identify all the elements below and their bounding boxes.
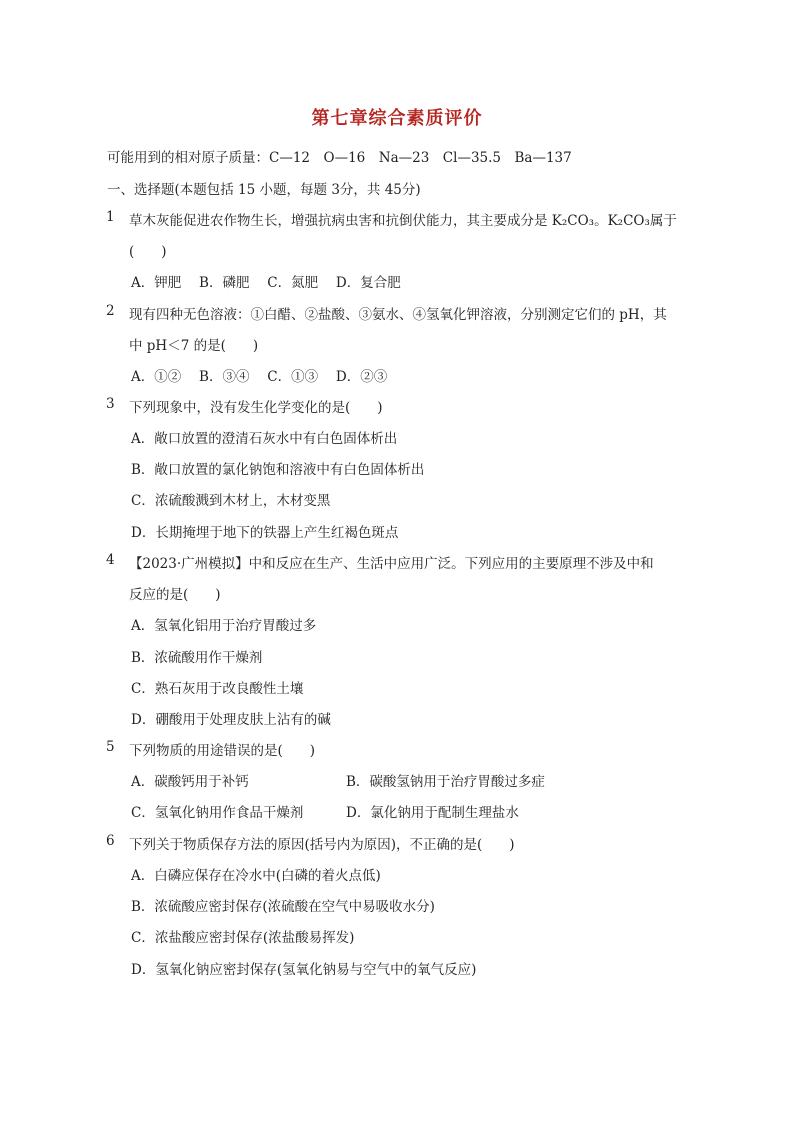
option-line: A．钾肥 B．磷肥 C．氮肥 D．复合肥 xyxy=(131,275,401,291)
atomic-mass-line: 可能用到的相对原子质量：C—12 O—16 Na—23 Cl—35.5 Ba—137 xyxy=(107,150,572,166)
option-a: A．碳酸钙用于补钙 xyxy=(131,774,249,790)
option-b: B．浓硫酸用作干燥剂 xyxy=(131,650,263,666)
option-b: B．敞口放置的氯化钠饱和溶液中有白色固体析出 xyxy=(131,462,425,478)
question-text: 【2023·广州模拟】中和反应在生产、生活中应用广泛。下列应用的主要原理不涉及中和 xyxy=(129,556,654,572)
option-d: D．氯化钠用于配制生理盐水 xyxy=(346,805,519,821)
question-text: 下列关于物质保存方法的原因(括号内为原因)，不正确的是( ) xyxy=(129,837,515,853)
option-c: C．熟石灰用于改良酸性土壤 xyxy=(131,681,304,697)
option-d: D．长期掩埋于地下的铁器上产生红褐色斑点 xyxy=(131,525,399,541)
option-c: C．浓硫酸溅到木材上，木材变黑 xyxy=(131,493,331,509)
question-number: 4 xyxy=(106,552,115,568)
question-text: 反应的是( ) xyxy=(129,587,221,603)
question-number: 1 xyxy=(106,209,115,225)
question-number: 3 xyxy=(106,396,115,412)
question-number: 2 xyxy=(106,303,115,319)
option-b: B．碳酸氢钠用于治疗胃酸过多症 xyxy=(346,774,545,790)
question-text: 下列物质的用途错误的是( ) xyxy=(129,743,316,759)
option-d: D．硼酸用于处理皮肤上沾有的碱 xyxy=(131,712,331,728)
question-text: 下列现象中，没有发生化学变化的是( ) xyxy=(129,400,383,416)
option-b: B．浓硫酸应密封保存(浓硫酸在空气中易吸收水分) xyxy=(131,899,435,915)
option-a: A．敞口放置的澄清石灰水中有白色固体析出 xyxy=(131,431,398,447)
question-text: 现有四种无色溶液：①白醋、②盐酸、③氨水、④氢氧化钾溶液，分别测定它们的 pH，其 xyxy=(129,307,667,323)
option-a: A．白磷应保存在冷水中(白磷的着火点低) xyxy=(131,868,381,884)
option-c: C．氢氧化钠用作食品干燥剂 xyxy=(131,805,304,821)
page-title: 第七章综合素质评价 xyxy=(311,108,483,129)
option-line: A．①② B．③④ C．①③ D．②③ xyxy=(131,369,388,385)
question-number: 5 xyxy=(106,739,115,755)
option-c: C．浓盐酸应密封保存(浓盐酸易挥发) xyxy=(131,930,355,946)
question-number: 6 xyxy=(106,833,115,849)
section-heading: 一、选择题(本题包括 15 小题，每题 3分，共 45分) xyxy=(107,182,421,198)
question-text: ( ) xyxy=(129,244,167,260)
option-d: D．氢氧化钠应密封保存(氢氧化钠易与空气中的氧气反应) xyxy=(131,962,477,978)
question-text: 中 pH＜7 的是( ) xyxy=(129,338,259,354)
option-a: A．氢氧化铝用于治疗胃酸过多 xyxy=(131,618,317,634)
question-text: 草木灰能促进农作物生长，增强抗病虫害和抗倒伏能力，其主要成分是 K₂CO₃。K₂CO₃属于 xyxy=(129,213,677,229)
